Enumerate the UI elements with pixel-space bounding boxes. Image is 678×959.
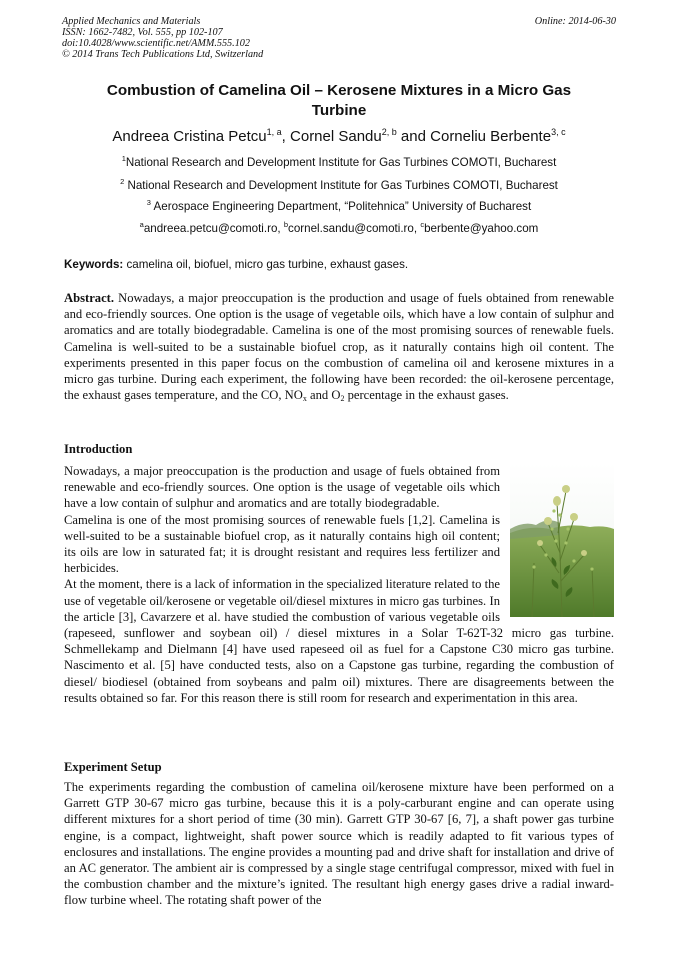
author-separator: ,	[281, 128, 291, 145]
doi-line: doi:10.4028/www.scientific.net/AMM.555.102	[62, 38, 250, 49]
author-name: Andreea Cristina Petcu	[112, 128, 267, 145]
email-line	[40, 222, 638, 236]
journal-header	[62, 16, 616, 60]
copyright-line: © 2014 Trans Tech Publications Ltd, Switzerland	[62, 49, 264, 60]
abstract-subscript: x	[302, 394, 307, 404]
introduction-paragraph: Nowadays, a major preoccupation is the production and usage of fuels obtained from renewable and eco-friendly sources. One option is the usage of vegetable oils which have a low contain of sulphur and aromatics and are totally biodegradable.	[64, 464, 500, 511]
section-heading-experiment-setup: Experiment Setup	[64, 760, 162, 774]
author-name: Cornel Sandu	[290, 128, 382, 145]
email-link[interactable]: cornel.sandu@comoti.ro,	[288, 222, 421, 235]
author-sup: 2, b	[381, 127, 397, 137]
keywords-text: camelina oil, biofuel, micro gas turbine, exhaust gases.	[123, 258, 409, 271]
section-heading-introduction: Introduction	[64, 442, 133, 456]
affiliation-3	[40, 200, 638, 214]
affiliation-number: 1	[121, 154, 126, 163]
abstract-subscript: 2	[340, 394, 345, 404]
author-sup: 3, c	[551, 127, 566, 137]
experiment-setup-body	[64, 779, 614, 909]
author-separator: and	[396, 128, 431, 145]
email-sup: a	[139, 220, 144, 229]
affiliation-text: Aerospace Engineering Department, “Politehnica” University of Bucharest	[150, 200, 532, 213]
affiliation-text: National Research and Development Institute for Gas Turbines COMOTI, Bucharest	[125, 156, 557, 169]
abstract	[64, 290, 614, 403]
abstract-text: Nowadays, a major preoccupation is the production and usage of fuels obtained from renewable and eco-friendly sources. One option is the usage of vegetable oils, which have a low contain of sulphur and aromatics and are totally biodegradable. Camelina is one of the most promising sources of renewable fuels. Camelina is well-suited to be a sustainable biofuel crop, as it naturally contains high oil content. The experiments presented in this paper focus on the combustion of camelina oil and kerosene mixtures in a micro gas turbine. During each experiment, the following have been recorded: the oil-kerosene percentage, the exhaust gases temperature, and the CO, NO	[64, 291, 614, 403]
email-sup: b	[283, 220, 289, 229]
affiliation-number: 3	[146, 198, 151, 207]
author-sup: 1, a	[266, 127, 282, 137]
keywords	[64, 258, 614, 272]
introduction-paragraph: Camelina is one of the most promising sources of renewable fuels [1,2]. Camelina is well-suited to be a sustainable biofuel crop, as it naturally contains high oil content; its oils are low in saturated fat; it is drought resistant and requires less fertilizer and herbicides.	[64, 512, 500, 576]
title-line-2: Turbine	[311, 101, 367, 119]
introduction-paragraph: At the moment, there is a lack of information in the specialized literature related to the use of vegetable oil/kerosene or vegetable oil/diesel mixtures in micro gas turbines. In the article [3], Cavarzere et al. have studied the combustion of various vegetable oils (rapeseed, sunflower and soybean oil) / diesel mixtures in a Solar T-62T-32 micro gas turbine. Schmellekamp and Dielmann [4] have used rapeseed oil as fuel for a Capstone C30 micro gas turbine. Nascimento et al. [5] have conducted tests, also on a Capstone gas turbine, regarding the combustion of diesel/ biodiesel (obtained from soybeans and palm oil) mixtures. There are disagreements between the results obtained so far. For this reason there is still room for research and experimentation in this area.	[64, 577, 614, 705]
journal-name: Applied Mechanics and Materials	[62, 16, 201, 27]
abstract-text: percentage in the exhaust gases.	[344, 388, 509, 403]
email-link[interactable]: berbente@yahoo.com	[424, 222, 539, 235]
affiliation-text: National Research and Development Institute for Gas Turbines COMOTI, Bucharest	[124, 179, 558, 192]
affiliation-2	[40, 179, 638, 193]
title-line-1: Combustion of Camelina Oil – Kerosene Mixtures in a Micro Gas	[106, 82, 572, 99]
abstract-text: and O	[306, 388, 341, 403]
author-list	[40, 127, 638, 147]
camelina-plant-photo	[510, 463, 614, 617]
affiliation-1	[40, 156, 638, 170]
affiliation-number: 2	[120, 177, 125, 186]
email-link[interactable]: andreea.petcu@comoti.ro,	[143, 222, 284, 235]
email-sup: c	[420, 220, 425, 229]
paper-title	[70, 81, 608, 120]
online-date: Online: 2014-06-30	[534, 16, 616, 27]
issn-line: ISSN: 1662-7482, Vol. 555, pp 102-107	[62, 27, 223, 38]
introduction-body	[64, 463, 614, 706]
keywords-label: Keywords:	[64, 258, 124, 271]
abstract-label: Abstract.	[64, 291, 115, 305]
experiment-setup-paragraph: The experiments regarding the combustion of camelina oil/kerosene mixture have been performed on a Garrett GTP 30-67 micro gas turbine, because this it is a poly-carburant engine and can operate using different mixtures for a short period of time (30 min). Garrett GTP 30-67 [6, 7], a shaft power gas turbine engine, is a compact, lightweight, shaft power source which is readily adapted to fit various types of enclosures and installations. The engine provides a mounting pad and drive shaft for installation and drive of an AC generator. The ambient air is compressed by a single stage centrifugal compressor, mixed with fuel in the combustion chamber and the mixture’s ignited. The resultant high energy gases drive a radial inward-flow turbine wheel. The rotating shaft power of the	[64, 780, 614, 908]
author-name: Corneliu Berbente	[430, 128, 552, 145]
